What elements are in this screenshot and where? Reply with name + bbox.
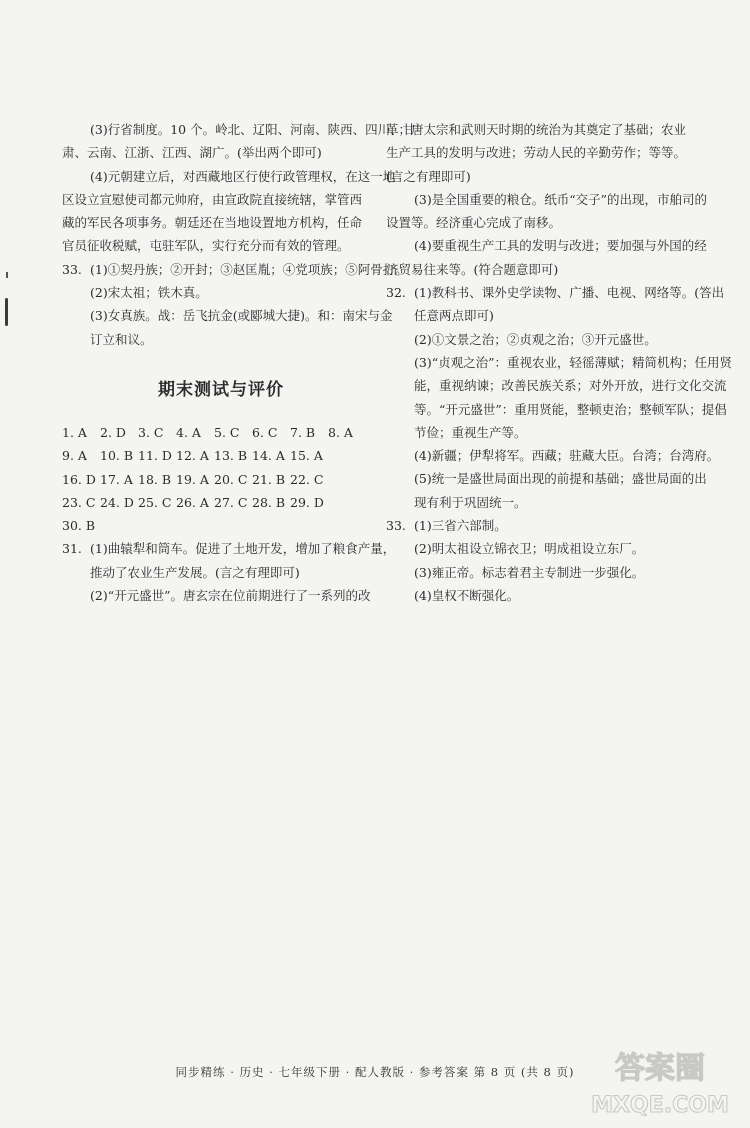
choice-answer: 29. D <box>290 494 324 510</box>
right-column <box>386 118 732 607</box>
question-number: 31. <box>62 541 82 557</box>
choice-answer: 9. A <box>62 448 87 464</box>
choice-answer <box>328 491 366 514</box>
choice-answer <box>290 514 328 537</box>
choice-answer: 11. D <box>138 448 172 464</box>
question-32 <box>386 281 732 514</box>
choice-answer <box>176 514 214 537</box>
text-line: (言之有理即可) <box>386 168 471 184</box>
choice-answer: 30. B <box>62 518 96 534</box>
choice-answer: 27. C <box>214 494 248 510</box>
choice-answer: 13. B <box>214 448 248 464</box>
question-33-right <box>386 514 706 607</box>
choice-answer: 21. B <box>252 471 286 487</box>
text-line: 现有利于巩固统一。 <box>414 494 527 510</box>
choice-answer: 26. A <box>176 494 209 510</box>
scan-mark <box>6 272 8 278</box>
choice-answer: 15. A <box>290 448 323 464</box>
choice-answers-grid <box>62 421 380 537</box>
text-line: 节俭；重视生产等。 <box>414 424 527 440</box>
text-line: (2)①文景之治；②贞观之治；③开元盛世。 <box>414 331 657 347</box>
text-line: (2)“开元盛世”。唐玄宗在位前期进行了一系列的改 <box>90 588 371 604</box>
text-line: 济贸易往来等。(符合题意即可) <box>386 261 559 277</box>
choice-answer <box>252 514 290 537</box>
text-line: 肃、云南、江浙、江西、湖广。(举出两个即可) <box>62 145 322 161</box>
text-line: (3)“贞观之治”：重视农业，轻徭薄赋；精简机构；任用贤 <box>414 354 732 370</box>
text-line: (1)曲辕犁和筒车。促进了土地开发，增加了粮食产量， <box>90 541 396 557</box>
choice-answer: 18. B <box>138 471 172 487</box>
choice-answer: 14. A <box>252 448 285 464</box>
question-number: 32. <box>386 285 406 301</box>
question-number: 33. <box>386 518 406 534</box>
text-line: (5)统一是盛世局面出现的前提和基础；盛世局面的出 <box>414 471 707 487</box>
text-line: 区设立宣慰使司都元帅府，由宣政院直接统辖，掌管西 <box>62 191 363 207</box>
choice-answer <box>328 514 366 537</box>
text-line: 革；唐太宗和武则天时期的统治为其奠定了基础；农业 <box>386 122 687 137</box>
choice-answer: 1. A <box>62 424 87 440</box>
text-line: (1)教科书、课外史学读物、广播、电视、网络等。(答出 <box>414 285 725 301</box>
text-line: (3)是全国重要的粮仓。纸币“交子”的出现，市舶司的 <box>414 191 707 207</box>
choice-answer: 7. B <box>290 424 316 440</box>
choice-answer: 23. C <box>62 494 96 510</box>
section-title: 期末测试与评价 <box>158 379 284 400</box>
text-line: (3)女真族。战：岳飞抗金(或郾城大捷)。和：南宋与金 <box>90 308 393 324</box>
text-line: (4)元朝建立后，对西藏地区行使行政管理权，在这一地 <box>90 168 396 184</box>
text-line: 推动了农业生产发展。(言之有理即可) <box>90 564 300 580</box>
choice-answer: 4. A <box>176 424 201 440</box>
watermark-text-bottom: MXQE.COM <box>591 1093 729 1118</box>
text-line: 能，重视纳谏；改善民族关系；对外开放，进行文化交流 <box>414 378 727 394</box>
choice-answer <box>214 514 252 537</box>
text-line: 藏的军民各项事务。朝廷还在当地设置地方机构，任命 <box>62 215 363 231</box>
choice-answer: 17. A <box>100 471 133 487</box>
choice-answer <box>100 514 138 537</box>
choice-answer: 5. C <box>214 424 240 440</box>
choice-answer: 16. D <box>62 471 96 487</box>
text-line: 订立和议。 <box>90 331 153 347</box>
scan-mark <box>5 298 8 326</box>
choice-answer: 12. A <box>176 448 209 464</box>
text-line: (4)皇权不断强化。 <box>414 587 520 603</box>
text-line: (4)新疆；伊犁将军。西藏；驻藏大臣。台湾；台湾府。 <box>414 448 720 464</box>
text-line: (3)行省制度。10 个。岭北、辽阳、河南、陕西、四川、甘 <box>90 122 416 137</box>
choice-answer: 19. A <box>176 471 209 487</box>
page-footer: 同步精练 · 历史 · 七年级下册 · 配人教版 · 参考答案 第 8 页 (共 8 页) <box>175 1065 575 1079</box>
text-line: (2)明太祖设立锦衣卫；明成祖设立东厂。 <box>414 541 645 557</box>
choice-answer: 24. D <box>100 494 134 510</box>
watermark-text-top: 答案圈 <box>615 1051 705 1086</box>
question-number: 33. <box>62 261 82 277</box>
choice-answer: 2. D <box>100 424 126 440</box>
text-line: 等。“开元盛世”：重用贤能，整顿吏治；整顿军队；提倡 <box>414 401 727 417</box>
choice-answer: 10. B <box>100 448 134 464</box>
choice-answer: 25. C <box>138 494 172 510</box>
choice-answer: 6. C <box>252 424 278 440</box>
watermark-logo <box>572 1044 742 1122</box>
choice-answer <box>328 468 366 491</box>
choice-answer <box>328 444 366 467</box>
text-line: (1)三省六部制。 <box>414 518 507 534</box>
choice-answer <box>138 514 176 537</box>
text-line: (2)宋太祖；铁木真。 <box>90 285 208 301</box>
text-line: 官员征收税赋，屯驻军队，实行充分而有效的管理。 <box>62 238 350 254</box>
text-line: 生产工具的发明与改进；劳动人民的辛勤劳作；等等。 <box>386 145 687 161</box>
text-line: (4)要重视生产工具的发明与改进；要加强与外国的经 <box>414 238 707 254</box>
text-line: 任意两点即可) <box>414 308 494 324</box>
choice-answer: 20. C <box>214 471 248 487</box>
choice-answer: 8. A <box>328 424 353 440</box>
text-line: (1)①契丹族；②开封；③赵匡胤；④党项族；⑤阿骨打。 <box>90 261 408 277</box>
choice-answer: 28. B <box>252 494 286 510</box>
choice-answer: 3. C <box>138 424 164 440</box>
text-line: 设置等。经济重心完成了南移。 <box>386 215 562 231</box>
choice-answer: 22. C <box>290 471 324 487</box>
text-line: (3)雍正帝。标志着君主专制进一步强化。 <box>414 564 645 580</box>
question-31 <box>62 537 396 607</box>
